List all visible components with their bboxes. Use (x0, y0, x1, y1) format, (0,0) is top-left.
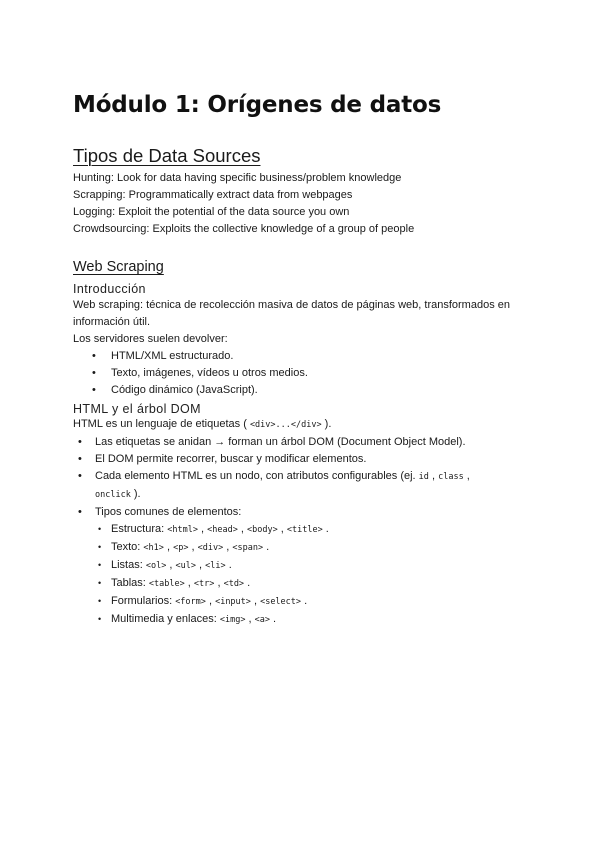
list-item: • HTML/XML estructurado. (92, 350, 234, 362)
page-title: Módulo 1: Orígenes de datos (73, 92, 442, 118)
list-item: • Cada elemento HTML es un nodo, con atributos configurables (ej. id , class , onclick ). (78, 470, 470, 500)
dom-bullets (73, 434, 533, 629)
returns-list (73, 348, 533, 399)
list-item: • Texto, imágenes, vídeos u otros medios. (92, 367, 308, 379)
element-types-list (95, 521, 533, 629)
dom-intro-line: HTML es un lenguaje de etiquetas ( <div>...</div> ). (73, 418, 332, 430)
element-type-item: • Multimedia y enlaces: <img> , <a> . (98, 613, 277, 625)
dom-section (73, 402, 533, 629)
section-heading-web-scraping: Web Scraping (73, 259, 164, 275)
list-item: • Código dinámico (JavaScript). (92, 384, 258, 396)
tipos-item: Hunting: Look for data having specific business/problem knowledge (73, 172, 402, 184)
element-type-item: • Tablas: <table> , <tr> , <td> . (98, 577, 251, 589)
element-type-item: • Texto: <h1> , <p> , <div> , <span> . (98, 541, 270, 553)
list-item: • Las etiquetas se anidan → forman un árbol DOM (Document Object Model). (78, 436, 466, 448)
tipos-list (73, 170, 414, 238)
tipos-item: Scrapping: Programmatically extract data from webpages (73, 189, 353, 201)
servers-line: Los servidores suelen devolver: (73, 333, 228, 345)
intro-paragraph: Web scraping: técnica de recolección masiva de datos de páginas web, transformados en información útil. (73, 299, 510, 328)
list-item: • Tipos comunes de elementos: • Estructura: <html> , <head> , <body> , <title> . • Texto: <h1> , <p> , <div> , <span> . • Listas: <ol> , <ul> , <li> . • Tablas: <table> , <tr> , <td> . • Formularios: <form> , <input> , <select> . • Multimedia y enlaces: <img> , <a> . (95, 504, 533, 629)
list-item: • El DOM permite recorrer, buscar y modificar elementos. (78, 453, 367, 465)
subheading-introduccion: Introducción (73, 282, 146, 296)
section-heading-tipos: Tipos de Data Sources (73, 145, 261, 166)
tipos-item: Crowdsourcing: Exploits the collective knowledge of a group of people (73, 223, 415, 235)
subheading-html-dom: HTML y el árbol DOM (73, 402, 201, 416)
intro-section (73, 282, 533, 399)
tipos-item: Logging: Exploit the potential of the data source you own (73, 206, 350, 218)
element-type-item: • Listas: <ol> , <ul> , <li> . (98, 559, 232, 571)
element-type-item: • Formularios: <form> , <input> , <select> . (98, 595, 308, 607)
element-type-item: • Estructura: <html> , <head> , <body> , <title> . (98, 523, 329, 535)
